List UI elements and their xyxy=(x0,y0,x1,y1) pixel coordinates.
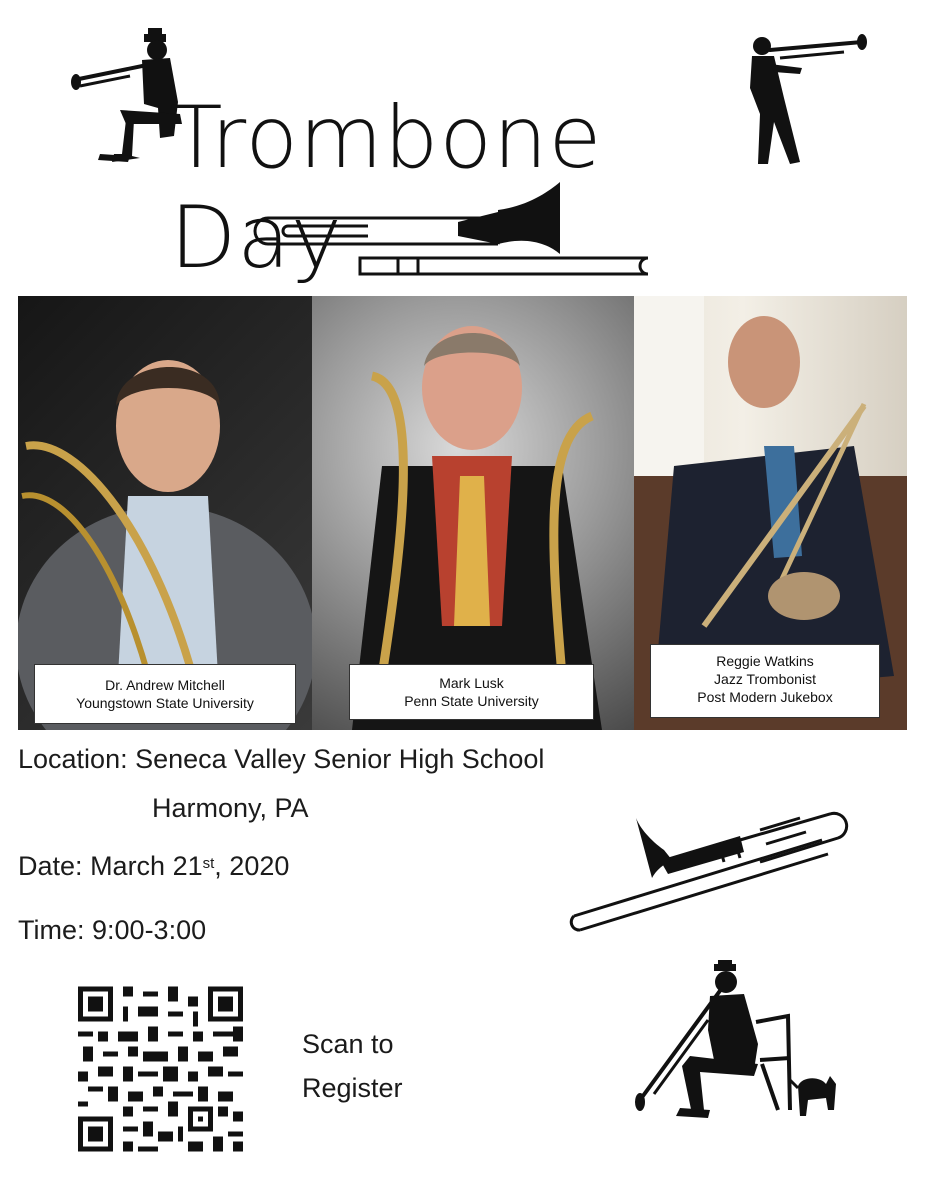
date-label: Date: xyxy=(18,851,83,881)
date-month-day: March 21 xyxy=(90,851,203,881)
performer-affiliation: Penn State University xyxy=(404,693,539,709)
trombone-diagonal-icon xyxy=(560,800,860,940)
scan-line-1: Scan to xyxy=(302,1029,394,1059)
qr-code-icon[interactable] xyxy=(78,985,243,1153)
performer-affiliation: Post Modern Jukebox xyxy=(697,689,833,705)
performer-role: Jazz Trombonist xyxy=(714,671,816,687)
performer-caption xyxy=(34,664,296,724)
date-year: , 2020 xyxy=(214,851,290,881)
seated-trombonist-with-dog-icon xyxy=(630,960,850,1130)
event-city: Harmony, PA xyxy=(152,793,309,823)
location-value: Seneca Valley Senior High School xyxy=(135,744,545,774)
trombone-icon xyxy=(248,182,658,282)
performer-name: Reggie Watkins xyxy=(716,653,814,669)
date-ordinal-suffix: st xyxy=(202,855,215,872)
time-label: Time: xyxy=(18,915,85,945)
performer-photo-andrew-mitchell xyxy=(18,296,312,730)
performer-photo-mark-lusk xyxy=(312,296,634,730)
time-value: 9:00-3:00 xyxy=(92,915,207,945)
performer-name: Dr. Andrew Mitchell xyxy=(105,677,225,693)
scan-line-2: Register xyxy=(302,1073,403,1103)
performer-name: Mark Lusk xyxy=(439,675,504,691)
performer-caption xyxy=(349,664,594,720)
event-location xyxy=(18,742,544,776)
event-date xyxy=(18,849,289,883)
performer-affiliation: Youngstown State University xyxy=(76,695,254,711)
standing-trombonist-icon xyxy=(740,28,870,168)
location-label: Location: xyxy=(18,744,128,774)
event-time xyxy=(18,913,206,947)
performer-caption xyxy=(650,644,880,718)
scan-to-register-text xyxy=(302,1022,403,1110)
performer-photo-reggie-watkins xyxy=(634,296,907,730)
flyer-title: Trombone Day xyxy=(170,88,603,288)
